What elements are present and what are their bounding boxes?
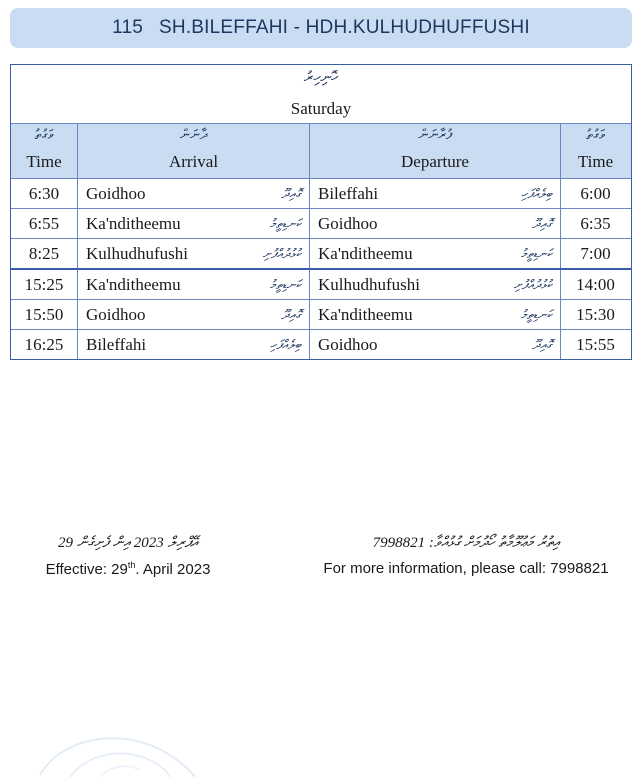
departure-place-dhivehi: ކަނޑިތީމު bbox=[520, 306, 552, 322]
table-row bbox=[11, 208, 631, 238]
arrival-time: 16:25 bbox=[11, 330, 78, 359]
departure-place-name: Goidhoo bbox=[318, 213, 378, 233]
departure-header-label: Departure bbox=[401, 152, 469, 171]
route-name: SH.BILEFFAHI - HDH.KULHUDHUFFUSHI bbox=[159, 17, 530, 38]
departure-time-header bbox=[561, 124, 630, 178]
departure-place-name: Ka'nditheemu bbox=[318, 243, 413, 263]
departure-time: 14:00 bbox=[576, 274, 615, 294]
departure-place-dhivehi: ކަނޑިތީމު bbox=[520, 245, 552, 261]
arrival-place bbox=[78, 239, 310, 268]
arrival-place-dhivehi: ގޮއިދޫ bbox=[281, 185, 301, 201]
route-number: 115 bbox=[112, 17, 144, 38]
arrival-place bbox=[78, 209, 310, 238]
arrival-place-name: Ka'nditheemu bbox=[86, 274, 181, 294]
effective-date-month-year: . April 2023 bbox=[135, 561, 211, 578]
arrival-time: 15:25 bbox=[11, 270, 78, 299]
departure-place-name: Ka'nditheemu bbox=[318, 304, 413, 324]
arrival-place-dhivehi: ކަނޑިތީމު bbox=[269, 215, 301, 231]
departure-place bbox=[310, 209, 561, 238]
time-header-dhivehi: ވަގުތު bbox=[34, 128, 54, 143]
effective-date-label bbox=[28, 560, 228, 578]
table-row bbox=[11, 238, 631, 268]
arrival-time: 8:25 bbox=[11, 239, 78, 268]
departure-place bbox=[310, 270, 561, 299]
departure-time: 7:00 bbox=[580, 243, 611, 263]
table-row bbox=[11, 179, 631, 208]
table-row bbox=[11, 329, 631, 359]
contact-info-label: For more information, please call: 7998821 bbox=[323, 560, 609, 577]
arrival-place bbox=[78, 179, 310, 208]
contact-info bbox=[318, 534, 614, 577]
arrival-header-dhivehi: ދާނަން bbox=[179, 128, 208, 143]
effective-date-text: Effective: 29 bbox=[45, 561, 128, 578]
departure-place-dhivehi: ކުޅުދުއްފުށި bbox=[513, 276, 552, 292]
decorative-wave bbox=[0, 700, 642, 777]
arrival-time: 6:55 bbox=[11, 209, 78, 238]
arrival-place bbox=[78, 330, 310, 359]
departure-time: 15:30 bbox=[576, 304, 615, 324]
departure-place bbox=[310, 300, 561, 329]
contact-info-dhivehi: އިތުރު މަޢުލޫމާތު ހޯދުމަށް ގުޅުއްވާ: 7998821 bbox=[372, 535, 560, 551]
effective-date bbox=[28, 534, 228, 578]
day-header bbox=[11, 65, 631, 124]
arrival-header-label: Arrival bbox=[168, 152, 219, 171]
departure-place-name: Kulhudhufushi bbox=[318, 274, 420, 294]
timetable bbox=[10, 64, 632, 360]
arrival-header bbox=[78, 124, 310, 178]
arrival-place-name: Ka'nditheemu bbox=[86, 213, 181, 233]
departure-place-dhivehi: ބިލެއްފަހި bbox=[521, 185, 552, 201]
arrival-place bbox=[78, 300, 310, 329]
departure-time: 15:55 bbox=[576, 334, 615, 354]
day-label: Saturday bbox=[290, 99, 352, 118]
arrival-place-dhivehi: ކުޅުދުއްފުށި bbox=[262, 245, 301, 261]
departure-place bbox=[310, 330, 561, 359]
time-header-label: Time bbox=[577, 152, 614, 171]
arrival-time: 15:50 bbox=[11, 300, 78, 329]
departure-place bbox=[310, 239, 561, 268]
arrival-place-name: Goidhoo bbox=[86, 183, 146, 203]
effective-date-dhivehi: 29 އޭޕްރިލް 2023 އިން ފެށިގެން bbox=[58, 535, 198, 551]
departure-place bbox=[310, 179, 561, 208]
departure-header bbox=[310, 124, 561, 178]
departure-time: 6:00 bbox=[580, 183, 611, 203]
time-header-label: Time bbox=[26, 152, 62, 171]
arrival-time: 6:30 bbox=[11, 179, 78, 208]
arrival-place-dhivehi: ބިލެއްފަހި bbox=[270, 336, 301, 352]
departure-header-dhivehi: ފުރާނަން bbox=[418, 128, 452, 143]
day-label-dhivehi: ހޮނިހިރު bbox=[303, 69, 339, 86]
table-body bbox=[11, 179, 631, 359]
arrival-place-name: Bileffahi bbox=[86, 334, 147, 354]
departure-time: 6:35 bbox=[580, 213, 611, 233]
route-banner bbox=[10, 8, 632, 48]
table-row bbox=[11, 299, 631, 329]
arrival-place-dhivehi: ގޮއިދޫ bbox=[281, 306, 301, 322]
arrival-place-name: Goidhoo bbox=[86, 304, 146, 324]
departure-place-name: Goidhoo bbox=[318, 334, 378, 354]
arrival-place-name: Kulhudhufushi bbox=[86, 243, 188, 263]
departure-place-name: Bileffahi bbox=[318, 183, 379, 203]
column-headers bbox=[11, 124, 631, 179]
arrival-place bbox=[78, 270, 310, 299]
table-row bbox=[11, 268, 631, 299]
time-header-dhivehi: ވަގުތު bbox=[586, 128, 605, 143]
arrival-place-dhivehi: ކަނޑިތީމު bbox=[269, 276, 301, 292]
effective-date-ordinal: th bbox=[127, 560, 136, 570]
departure-place-dhivehi: ގޮއިދޫ bbox=[532, 336, 552, 352]
departure-place-dhivehi: ގޮއިދޫ bbox=[532, 215, 552, 231]
arrival-time-header bbox=[11, 124, 78, 178]
